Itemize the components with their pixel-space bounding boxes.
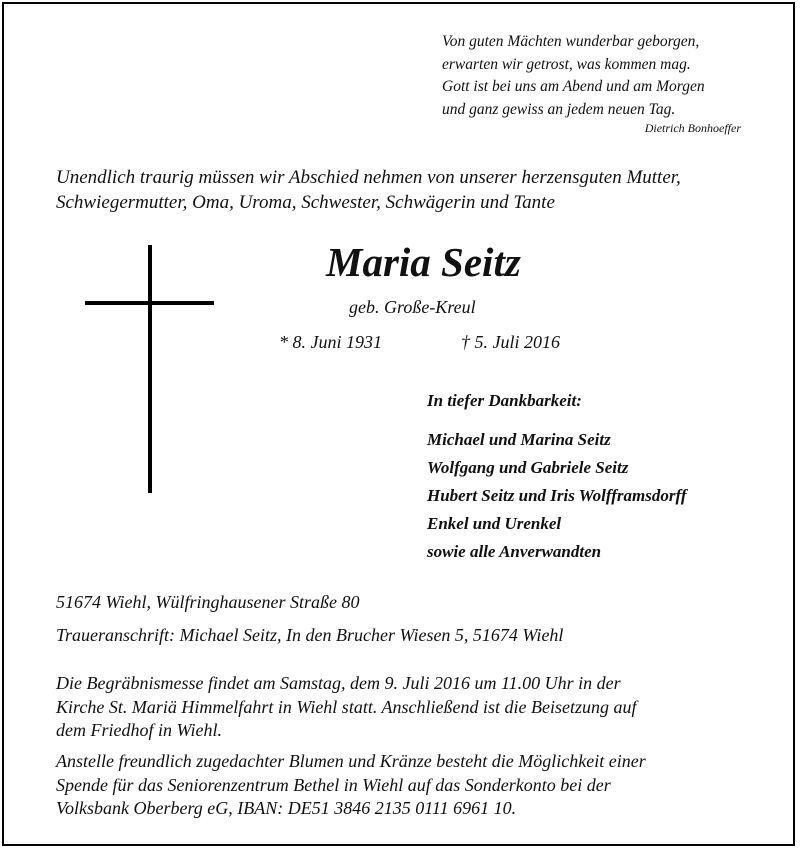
death-date: † 5. Juli 2016 (461, 332, 560, 352)
birth-date: * 8. Juni 1931 (279, 332, 382, 352)
cross-vertical-bar (148, 245, 152, 493)
birth-name: geb. Große-Kreul (349, 297, 476, 317)
poem-line: Gott ist bei uns am Abend und am Morgen (442, 78, 705, 95)
donation-line: Spende für das Seniorenzentrum Bethel in Wiehl auf das Sonderkonto bei der (56, 774, 611, 795)
poem-line: Von guten Mächten wunderbar geborgen, (442, 33, 700, 50)
poem-line: und ganz gewiss an jedem neuen Tag. (442, 100, 676, 118)
donation-line: Volksbank Oberberg eG, IBAN: DE51 3846 2135 0111 6961 10. (56, 798, 517, 818)
obituary-notice (2, 2, 795, 846)
home-address: 51674 Wiehl, Wülfringhausener Straße 80 (56, 592, 360, 612)
donation-info (56, 750, 646, 821)
deceased-name: Maria Seitz (326, 239, 521, 285)
cross-horizontal-bar (85, 301, 214, 305)
list-item: sowie alle Anverwandten (427, 542, 602, 561)
poem-line: erwarten wir getrost, was kommen mag. (442, 55, 691, 73)
list-item: Enkel und Urenkel (427, 514, 562, 533)
mourning-address: Traueranschrift: Michael Seitz, In den Brucher Wiesen 5, 51674 Wiehl (56, 625, 564, 645)
poem-author: Dietrich Bonhoeffer (644, 121, 741, 135)
funeral-line: Kirche St. Mariä Himmelfahrt in Wiehl statt. Anschließend ist die Beisetzung auf (56, 696, 637, 717)
intro-line: Schwiegermutter, Oma, Uroma, Schwester, Schwägerin und Tante (56, 192, 555, 213)
thanks-heading: In tiefer Dankbarkeit: (427, 391, 582, 410)
funeral-info (56, 672, 636, 743)
list-item: Hubert Seitz und Iris Wolfframsdorff (427, 486, 687, 505)
intro-line: Unendlich traurig müssen wir Abschied nehmen von unserer herzensguten Mutter, (56, 167, 681, 188)
donation-line: Anstelle freundlich zugedachter Blumen und Kränze besteht die Möglichkeit einer (56, 751, 646, 771)
list-item: Michael und Marina Seitz (427, 430, 611, 449)
list-item: Wolfgang und Gabriele Seitz (427, 458, 629, 477)
funeral-line: dem Friedhof in Wiehl. (56, 720, 222, 740)
intro-text (56, 165, 681, 215)
poem (442, 31, 705, 121)
funeral-line: Die Begräbnismesse findet am Samstag, dem 9. Juli 2016 um 11.00 Uhr in der (56, 673, 621, 693)
mourners-list (427, 426, 686, 566)
